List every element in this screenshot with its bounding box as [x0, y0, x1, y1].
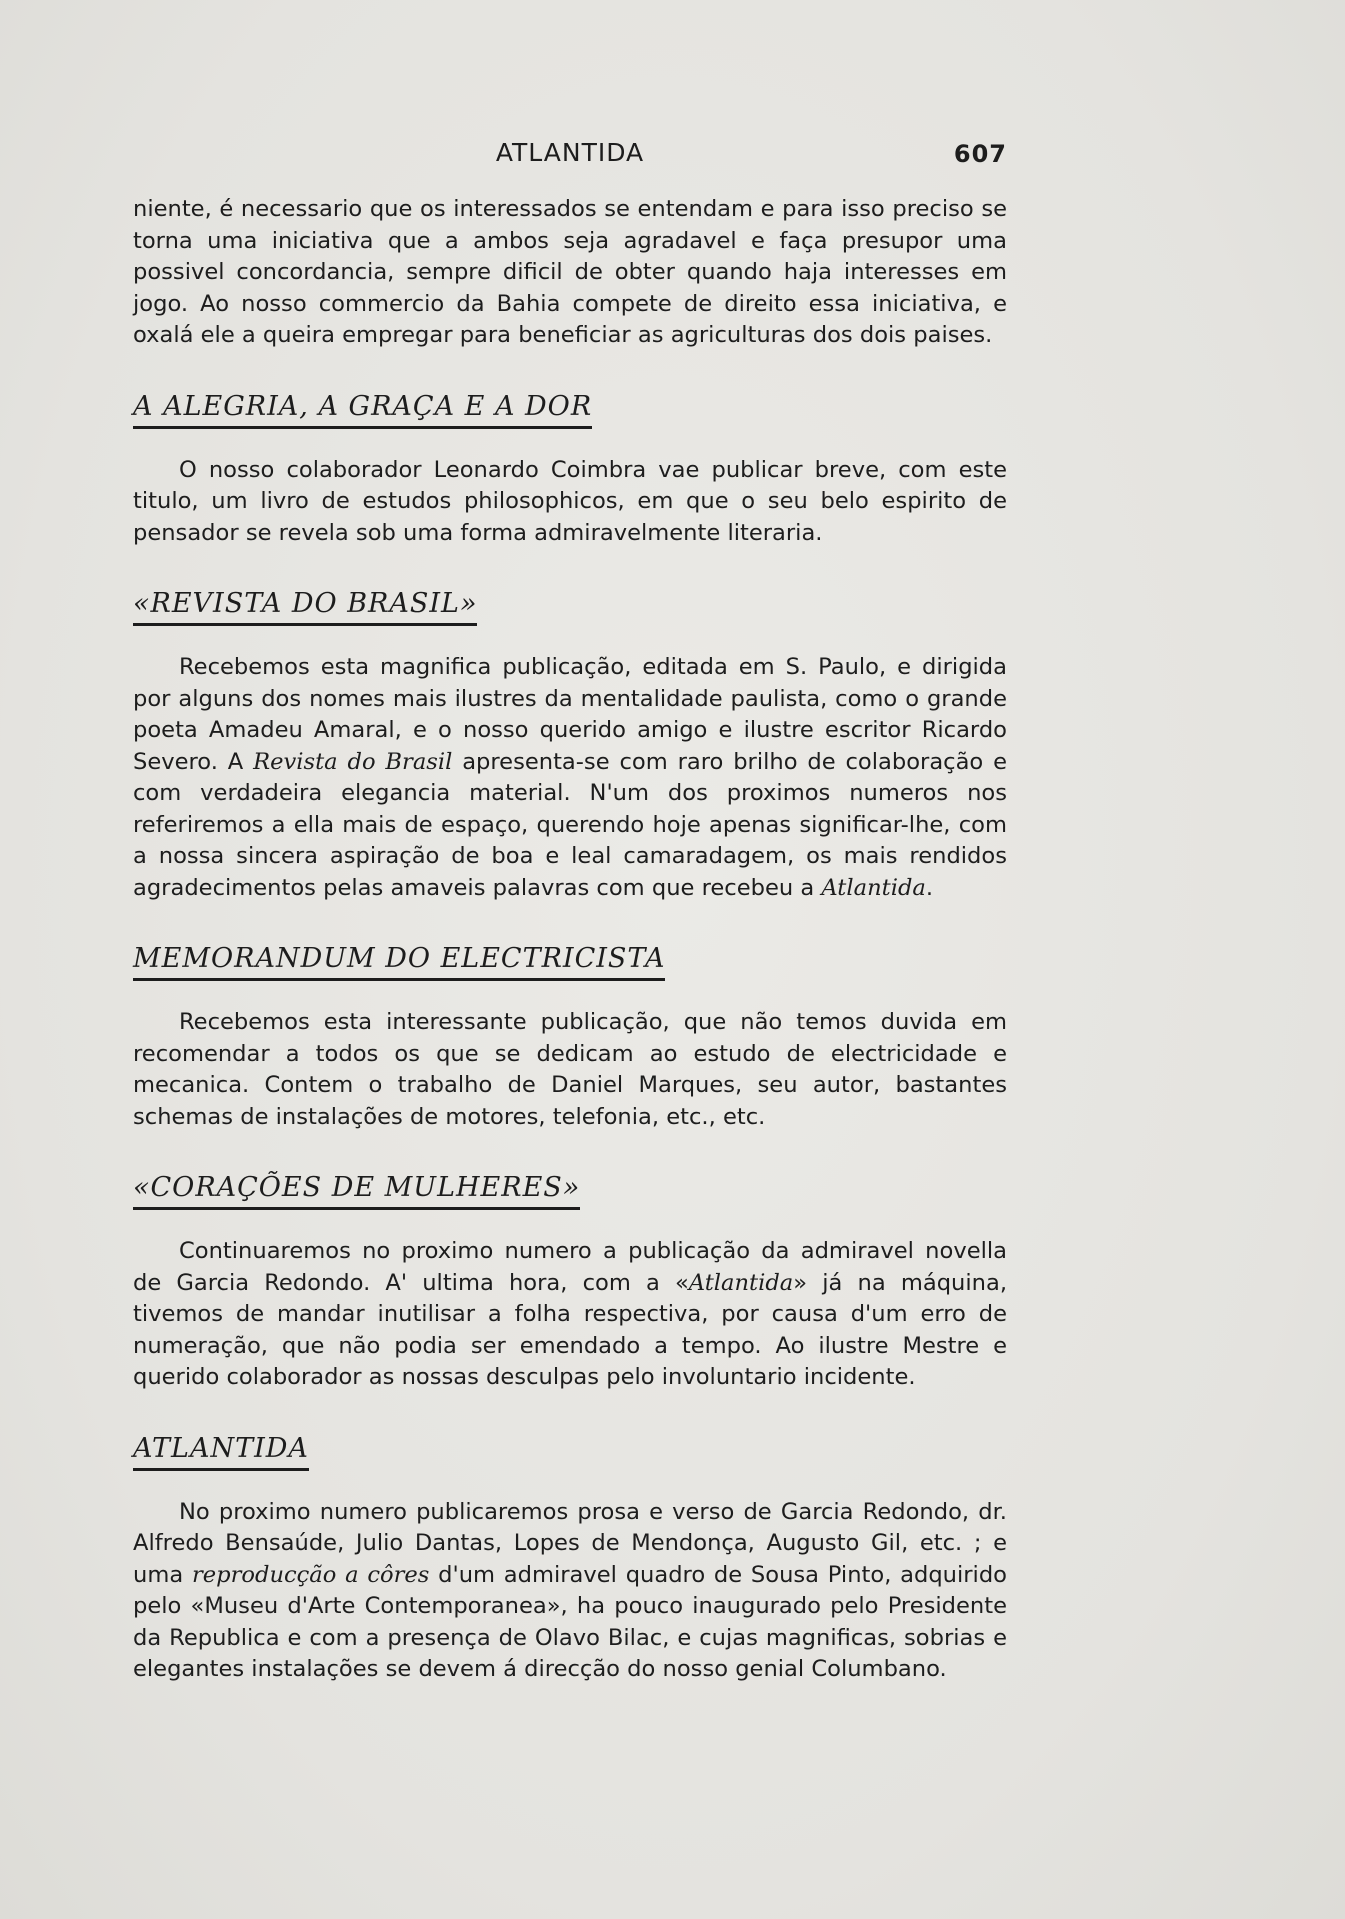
section-title: «REVISTA DO BRASIL» [133, 587, 477, 626]
section-title: ATLANTIDA [133, 1432, 309, 1471]
section-paragraph [133, 1236, 1007, 1394]
section-title: «CORAÇÕES DE MULHERES» [133, 1171, 580, 1210]
intro-paragraph: niente, é necessario que os interessados se entendam e para isso preciso se torna uma iniciativa que a ambos seja agradavel e faça presupor uma possivel concordancia, sempre dificil de obter quando haja interesses em jogo. Ao nosso commercio da Bahia compete de direito essa iniciativa, e oxalá ele a queira empregar para beneficiar as agriculturas dos dois paises. [133, 196, 1007, 348]
section-paragraph [133, 1497, 1007, 1686]
running-title: ATLANTIDA [495, 138, 645, 167]
page-number: 607 [953, 140, 1007, 168]
section-memorandum [133, 904, 1007, 1133]
page-content [133, 130, 1007, 1686]
italic-phrase: reproducção a côres [191, 1561, 430, 1588]
section-paragraph: O nosso colaborador Leonardo Coimbra vae publicar breve, com este titulo, um livro de estudos philosophicos, em que o seu belo espirito de pensador se revela sob uma forma admiravelmente literaria. [133, 456, 1007, 546]
text-run: » já na máquina, tivemos de mandar inutilisar a folha respectiva, por causa d'um erro de numeração, que não podia ser emendado a tempo. Ao ilustre Mestre e querido colaborador as nossas desculpas pelo involuntario incidente. [133, 1269, 1007, 1390]
italic-title: Atlantida [688, 1269, 794, 1296]
section-coracoes [133, 1133, 1007, 1394]
section-title: MEMORANDUM DO ELECTRICISTA [133, 942, 665, 981]
text-run: Recebemos esta magnifica publicação, editada em S. Paulo, e dirigida por alguns dos nomes mais ilustres da mentalidade paulista, como o grande poeta Amadeu Amaral, e o nosso querido amigo e ilustre escritor Ricardo Severo. A [133, 654, 1007, 775]
section-alegria [133, 352, 1007, 550]
section-paragraph [133, 652, 1007, 904]
text-run: apresenta-se com raro brilho de colaboração e com verdadeira elegancia material. N'um dos proximos numeros nos referiremos a ella mais de espaço, querendo hoje apenas significar-lhe, com a nossa sincera aspiração de boa e leal camaradagem, os mais rendidos agradecimentos pelas amaveis palavras com que recebeu a [133, 748, 1008, 901]
section-paragraph: Recebemos esta interessante publicação, que não temos duvida em recomendar a todos os que se dedicam ao estudo de electricidade e mecanica. Contem o trabalho de Daniel Marques, seu autor, bastantes schemas de instalações de motores, telefonia, etc., etc. [133, 1009, 1007, 1130]
section-title: A ALEGRIA, A GRAÇA E A DOR [133, 390, 592, 429]
running-head [133, 130, 1007, 174]
italic-title: Atlantida [821, 874, 926, 901]
text-run: No proximo numero publicaremos prosa e verso de Garcia Redondo, dr. Alfredo Bensaúde, Julio Dantas, Lopes de Mendonça, Augusto Gil, etc. ; e uma [133, 1498, 1007, 1588]
section-atlantida [133, 1394, 1007, 1686]
text-run: Continuaremos no proximo numero a publicação da admiravel novella de Garcia Redondo. A' ultima hora, com a « [133, 1238, 1007, 1296]
italic-title: Revista do Brasil [253, 748, 453, 775]
text-run: . [925, 874, 934, 901]
section-revista-do-brasil [133, 549, 1007, 904]
text-run: d'um admiravel quadro de Sousa Pinto, adquirido pelo «Museu d'Arte Contemporanea», ha pouco inaugurado pelo Presidente da Republica e com a presença de Olavo Bilac, e cujas magnificas, sobrias e elegantes instalações se devem á direcção do nosso genial Columbano. [133, 1561, 1007, 1682]
